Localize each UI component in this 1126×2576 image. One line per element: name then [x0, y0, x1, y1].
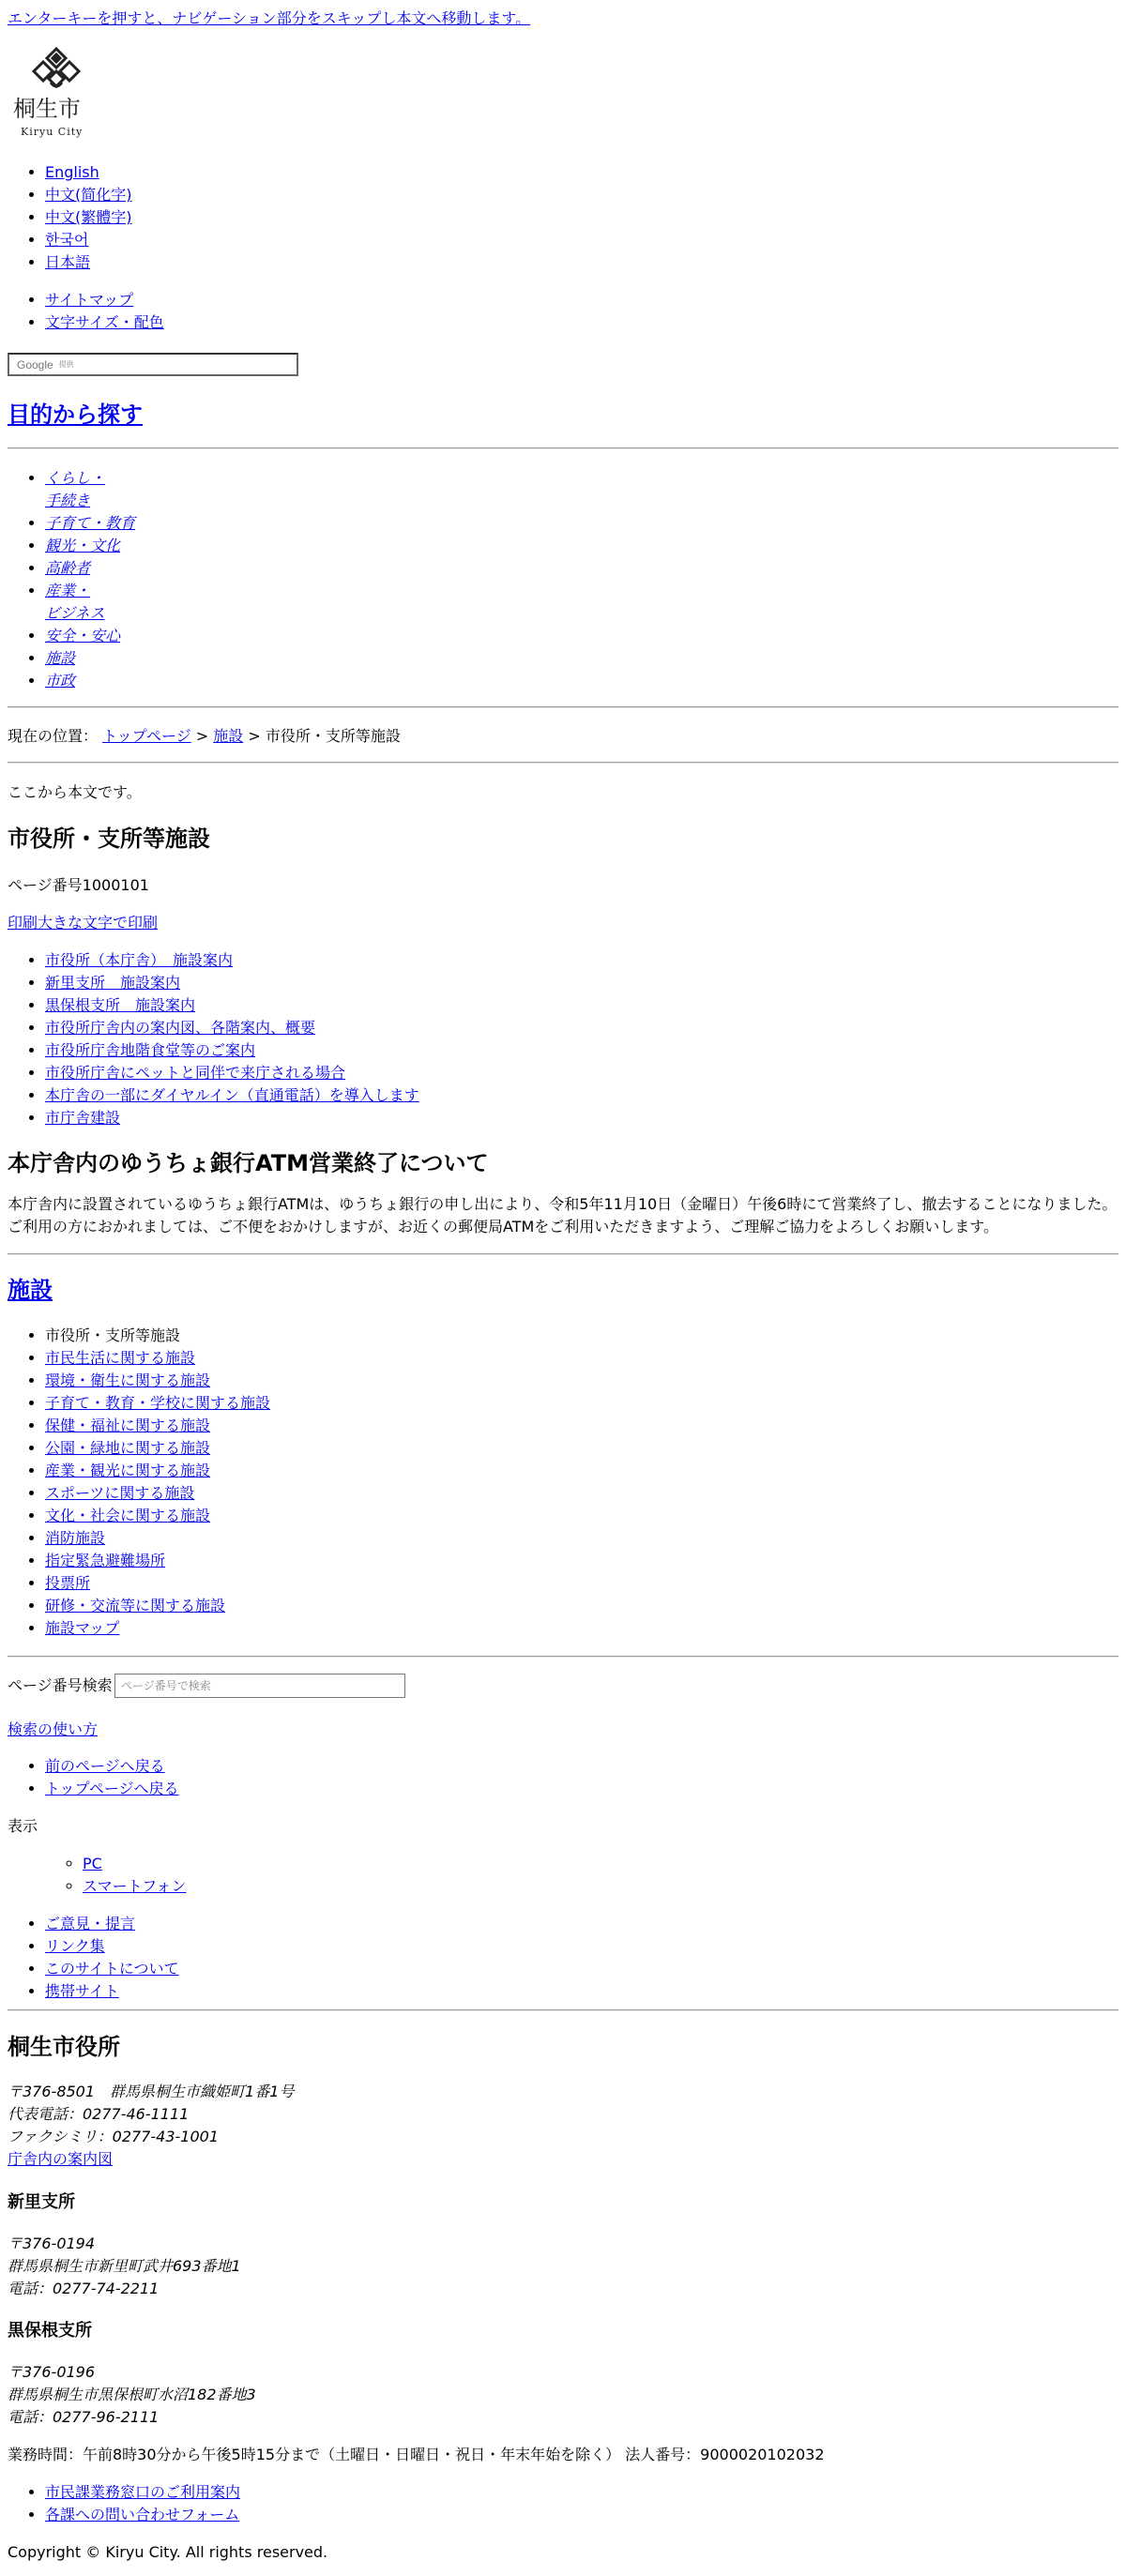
contact-form-link[interactable]: 各課への問い合わせフォーム	[45, 2506, 240, 2523]
category-facilities[interactable]: 施設	[45, 649, 76, 667]
office-main-name: 桐生市役所	[8, 2034, 120, 2060]
category-childcare-education[interactable]: 子育て・教育	[45, 514, 136, 532]
lang-chinese-traditional[interactable]: 中文(繁體字)	[45, 208, 132, 226]
side-link[interactable]: スポーツに関する施設	[45, 1484, 195, 1502]
office-kurohone-tel: 電話：0277-96-2111	[8, 2408, 160, 2426]
breadcrumb-current: 市役所・支所等施設	[265, 727, 401, 745]
content-link-kurohone[interactable]: 黒保根支所 施設案内	[45, 996, 196, 1014]
google-provided-label: 提供	[58, 359, 74, 369]
back-previous-link[interactable]: 前のページへ戻る	[45, 1757, 165, 1775]
category-living[interactable]: くらし・ 手続き	[45, 469, 106, 509]
purpose-heading	[8, 400, 143, 430]
footer-about-link[interactable]: このサイトについて	[45, 1960, 179, 1977]
lang-japanese[interactable]: 日本語	[45, 253, 91, 271]
side-link[interactable]: 市民生活に関する施設	[45, 1349, 196, 1367]
content-link-dial-in[interactable]: 本庁舎の一部にダイヤルイン（直通電話）を導入します	[45, 1086, 419, 1104]
category-business[interactable]: 産業・ ビジネス	[45, 582, 105, 622]
skip-navigation-link[interactable]: エンターキーを押すと、ナビゲーション部分をスキップし本文へ移動します。	[8, 9, 531, 27]
page-number: ページ番号1000101	[8, 876, 149, 894]
breadcrumb-label: 現在の位置：	[8, 727, 99, 745]
breadcrumb-facilities[interactable]: 施設	[213, 727, 244, 745]
content-link-cafeteria[interactable]: 市役所庁舎地階食堂等のご案内	[45, 1041, 256, 1059]
side-link[interactable]: 文化・社会に関する施設	[45, 1507, 211, 1524]
notice-paragraph-1: 本庁舎内に設置されているゆうちょ銀行ATMは、ゆうちょ銀行の申し出により、令和5年11月10日（金曜日）午後6時にて営業終了し、撤去することになりました。	[8, 1195, 1118, 1213]
side-link[interactable]: 投票所	[45, 1574, 91, 1592]
category-nav	[8, 467, 135, 692]
search-help-link[interactable]: 検索の使い方	[8, 1720, 99, 1738]
footer-mobile-link[interactable]: 携帯サイト	[45, 1982, 119, 2000]
footer-links-link[interactable]: リンク集	[45, 1937, 105, 1955]
side-heading	[8, 1275, 53, 1305]
office-niisato-tel: 電話：0277-74-2211	[8, 2280, 160, 2297]
side-facility-links	[8, 1325, 270, 1640]
city-crest-icon	[13, 45, 92, 139]
side-link[interactable]: 環境・衛生に関する施設	[45, 1371, 211, 1389]
display-smartphone-link[interactable]: スマートフォン	[83, 1877, 187, 1895]
page-title: 市役所・支所等施設	[8, 826, 210, 852]
divider	[8, 2009, 1118, 2011]
content-link-main-office[interactable]: 市役所（本庁舎） 施設案内	[45, 951, 234, 969]
kiryu-city-logo[interactable]	[13, 45, 92, 139]
lang-english[interactable]: English	[45, 163, 99, 181]
footer-feedback-link[interactable]: ご意見・提言	[45, 1915, 136, 1932]
office-niisato-zip: 〒376-0194	[8, 2235, 96, 2252]
side-current-item: 市役所・支所等施設	[45, 1326, 181, 1344]
bottom-links	[8, 2481, 240, 2526]
lang-chinese-simplified[interactable]: 中文(简化字)	[45, 186, 132, 204]
side-link[interactable]: 施設マップ	[45, 1619, 120, 1637]
page-search-label: ページ番号検索	[8, 1676, 113, 1694]
office-map-link[interactable]: 庁舎内の案内図	[8, 2150, 114, 2168]
logo-roman: Kiryu City	[21, 126, 84, 138]
notice-paragraph-2: ご利用の方におかれましては、ご不便をおかけしますが、お近くの郵便局ATMをご利用いただきますよう、ご理解ご協力をよろしくお願いします。	[8, 1218, 999, 1235]
content-links	[8, 949, 419, 1129]
sitemap-link[interactable]: サイトマップ	[45, 291, 134, 309]
category-safety[interactable]: 安全・安心	[45, 627, 121, 644]
side-link[interactable]: 消防施設	[45, 1529, 106, 1547]
copyright: Copyright © Kiryu City. All rights reserved.	[8, 2543, 328, 2561]
display-options	[45, 1853, 186, 1898]
office-main-address: 〒376-8501 群馬県桐生市織姫町1番1号	[8, 2083, 295, 2100]
language-list	[8, 161, 132, 274]
logo-kanji: 桐生市	[13, 96, 81, 122]
content-link-floor-guide[interactable]: 市役所庁舎内の案内図、各階案内、概要	[45, 1019, 316, 1037]
divider	[8, 1656, 1118, 1658]
citizen-services-link[interactable]: 市民課業務窓口のご利用案内	[45, 2483, 241, 2501]
office-kurohone-name: 黒保根支所	[8, 2321, 92, 2341]
side-link[interactable]: 子育て・教育・学校に関する施設	[45, 1394, 271, 1412]
breadcrumb-top[interactable]: トップページ	[102, 727, 191, 745]
content-link-construction[interactable]: 市庁舎建設	[45, 1109, 121, 1127]
page-number-search-input[interactable]	[114, 1674, 405, 1698]
office-niisato-address: 群馬県桐生市新里町武井693番地1	[8, 2257, 241, 2275]
back-nav	[8, 1755, 179, 1800]
side-link[interactable]: 公園・緑地に関する施設	[45, 1439, 211, 1457]
side-link[interactable]: 研修・交流等に関する施設	[45, 1597, 226, 1614]
side-link[interactable]: 産業・観光に関する施設	[45, 1462, 211, 1479]
purpose-heading-link[interactable]: 目的から探す	[8, 402, 143, 428]
office-niisato-name: 新里支所	[8, 2192, 75, 2212]
side-link[interactable]: 保健・福祉に関する施設	[45, 1417, 211, 1434]
back-top-link[interactable]: トップページへ戻る	[45, 1780, 179, 1797]
display-label: 表示	[8, 1817, 38, 1835]
footer-links	[8, 1913, 179, 2003]
divider	[8, 447, 1118, 449]
notice-heading: 本庁舎内のゆうちょ銀行ATM営業終了について	[8, 1150, 489, 1176]
business-hours: 業務時間：午前8時30分から午後5時15分まで（土曜日・日曜日・祝日・年末年始を除く） 法人番号：9000020102032	[8, 2446, 825, 2463]
utility-links	[8, 289, 164, 334]
breadcrumb: 現在の位置： トップページ > 施設 > 市役所・支所等施設	[8, 727, 401, 745]
category-tourism-culture[interactable]: 観光・文化	[45, 537, 121, 554]
side-heading-link[interactable]: 施設	[8, 1277, 53, 1303]
divider	[8, 762, 1118, 764]
content-link-niisato[interactable]: 新里支所 施設案内	[45, 974, 181, 992]
google-logo: Google	[17, 357, 53, 371]
font-size-color-link[interactable]: 文字サイズ・配色	[45, 313, 164, 331]
category-elderly[interactable]: 高齢者	[45, 559, 91, 577]
google-search-input[interactable]	[8, 353, 298, 376]
print-link[interactable]: 印刷大きな文字で印刷	[8, 914, 159, 932]
lang-korean[interactable]: 한국어	[45, 231, 89, 249]
office-kurohone-zip: 〒376-0196	[8, 2363, 96, 2381]
display-pc-link[interactable]: PC	[83, 1855, 102, 1872]
category-city-admin[interactable]: 市政	[45, 672, 76, 689]
office-main-tel: 代表電話：0277-46-1111	[8, 2105, 190, 2123]
body-start-note: ここから本文です。	[8, 783, 142, 801]
divider	[8, 706, 1118, 708]
office-kurohone-address: 群馬県桐生市黒保根町水沼182番地3	[8, 2386, 256, 2403]
content-link-pets[interactable]: 市役所庁舎にペットと同伴で来庁される場合	[45, 1064, 346, 1082]
divider	[8, 1253, 1118, 1255]
side-link[interactable]: 指定緊急避難場所	[45, 1552, 166, 1569]
office-main-fax: ファクシミリ：0277-43-1001	[8, 2128, 220, 2145]
